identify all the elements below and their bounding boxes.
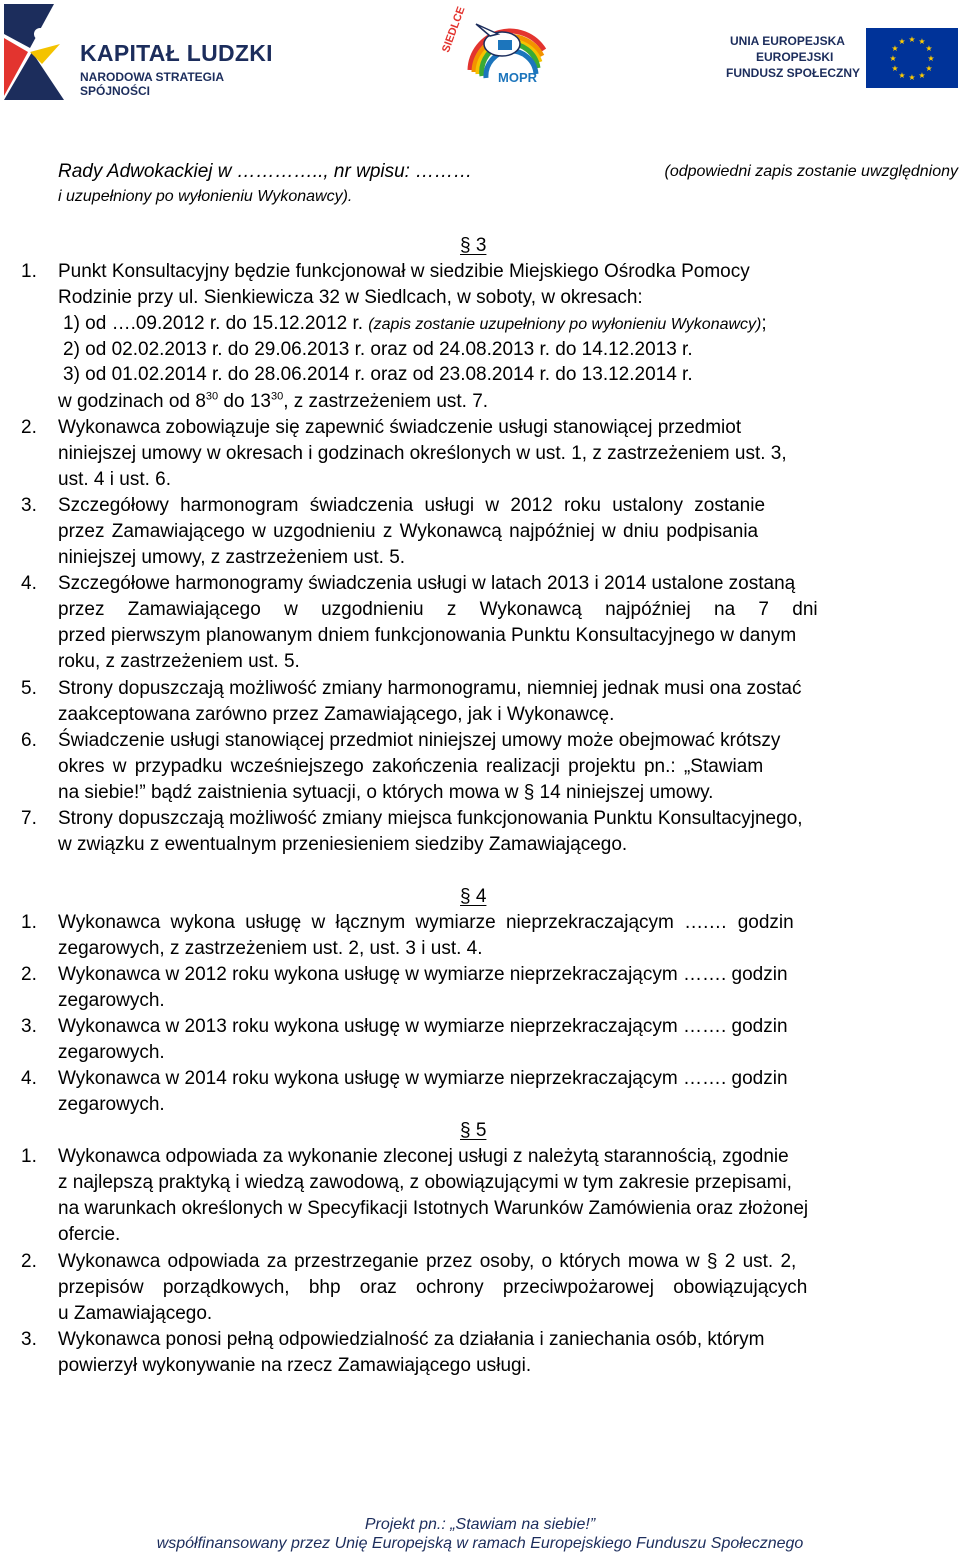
sec4-p1-number: 1. [21,912,37,933]
sec5-p3-line1: Wykonawca ponosi pełną odpowiedzialność za działania i zaniechania osób, którym [58,1329,765,1350]
svg-text:★: ★ [889,54,897,63]
sec3-p7-number: 7. [21,808,37,829]
svg-text:★: ★ [898,71,906,80]
sec4-p4-line2: zegarowych. [58,1094,165,1115]
sec5-p1-line4: ofercie. [58,1224,121,1245]
sec3-p1-hours: w godzinach od $8^{30}$ do $13^{30}$, z zastrzeżeniem ust. 7. [58,390,489,412]
svg-text:★: ★ [925,44,933,53]
sec3-p6-line3: na siebie!” bądź zaistnienia sytuacji, o których mowa w § 14 niniejszej umowy. [58,782,714,803]
intro-line-1 [58,161,958,183]
sec5-p1-line2: z najlepszą praktyką i wiedzą zawodową, z obowiązującymi w tym zakresie przepisami, [58,1172,792,1193]
section-5-title: § 5 [460,1120,487,1141]
sec3-p3-line3: niniejszej umowy, z zastrzeżeniem ust. 5. [58,547,406,568]
sec5-p1-line1: Wykonawca odpowiada za wykonanie zleconej usługi z należytą starannością, zgodnie [58,1146,789,1167]
sec4-p4-line1: Wykonawca w 2014 roku wykona usługę w wymiarze nieprzekraczającym ……. godzin [58,1068,788,1089]
svg-text:★: ★ [891,44,899,53]
sec5-p2-line1: Wykonawca odpowiada za przestrzeganie przez osoby, o których mowa w § 2 ust. 2, [58,1251,797,1272]
sec4-p2-line2: zegarowych. [58,990,165,1011]
sec3-p6-number: 6. [21,730,37,751]
intro-note: (odpowiedni zapis zostanie uwzględniony [664,163,958,180]
sec4-p1-line1: Wykonawca wykona usługę w łącznym wymiarze nieprzekraczającym ….… godzin [58,912,794,933]
sec3-p1-period1: 1) od ….09.2012 r. do 15.12.2012 r. (zapis zostanie uzupełniony po wyłonieniu Wykonawcy); [63,313,767,334]
sec3-p1-number: 1. [21,261,37,282]
sec3-p4-line2: przez Zamawiającego w uzgodnieniu z Wykonawcą najpóźniej na 7 dni [58,599,818,620]
sec3-p3-line1: Szczegółowy harmonogram świadczenia usługi w 2012 roku ustalony zostanie [58,495,766,516]
section-4-title: § 4 [460,886,487,907]
eu-line3: FUNDUSZ SPOŁECZNY [726,66,861,80]
sec3-p7-line2: w związku z ewentualnym przeniesieniem siedziby Zamawiającego. [58,834,628,855]
sec3-p1-period3: 3) od 01.02.2014 r. do 28.06.2014 r. oraz od 23.08.2014 r. do 13.12.2014 r. [63,364,693,385]
svg-text:★: ★ [908,35,916,44]
mopr-siedlce-logo [440,5,550,92]
intro-text: Rady Adwokackiej w ………….., nr wpisu: ……… [58,161,473,182]
sec3-p4-number: 4. [21,573,37,594]
sec3-p2-line3: ust. 4 i ust. 6. [58,469,171,490]
sec5-p2-line2: przepisów porządkowych, bhp oraz ochrony przeciwpożarowej obowiązujących [58,1277,808,1298]
eu-social-fund-logo [718,28,958,88]
sec3-p1-period2: 2) od 02.02.2013 r. do 29.06.2013 r. oraz od 24.08.2013 r. do 14.12.2013 r. [63,339,693,360]
sec4-p1-line2: zegarowych, z zastrzeżeniem ust. 2, ust. 3 i ust. 4. [58,938,483,959]
sec3-p1-line2: Rodzinie przy ul. Sienkiewicza 32 w Siedlcach, w soboty, w okresach: [58,287,643,308]
sec5-p3-line2: powierzył wykonywanie na rzecz Zamawiającego usługi. [58,1355,532,1376]
kapital-ludzki-emblem-icon [2,4,72,100]
sec4-p2-line1: Wykonawca w 2012 roku wykona usługę w wymiarze nieprzekraczającym ……. godzin [58,964,788,985]
sec5-p3-number: 3. [21,1329,37,1350]
page-header [0,0,960,110]
sec3-p6-line1: Świadczenie usługi stanowiącej przedmiot niniejszej umowy może obejmować krótszy [58,730,781,751]
mopr-city-label: SIEDLCE [440,5,468,55]
svg-text:★: ★ [908,73,916,82]
sec4-p3-line1: Wykonawca w 2013 roku wykona usługę w wymiarze nieprzekraczającym ……. godzin [58,1016,788,1037]
sec5-p2-number: 2. [21,1251,37,1272]
svg-text:★: ★ [918,71,926,80]
sec3-p7-line1: Strony dopuszczają możliwość zmiany miejsca funkcjonowania Punktu Konsultacyjnego, [58,808,803,829]
sec3-p5-line2: zaakceptowana zarówno przez Zamawiającego, jak i Wykonawcę. [58,704,615,725]
footer-cofinancing: współfinansowany przez Unię Europejską w ramach Europejskiego Funduszu Społecznego [156,1535,804,1552]
sec3-p3-number: 3. [21,495,37,516]
sec4-p2-number: 2. [21,964,37,985]
sec5-p1-line3: na warunkach określonych w Specyfikacji Istotnych Warunków Zamówienia oraz złożonej [58,1198,809,1219]
sec3-p4-line3: przed pierwszym planowanym dniem funkcjonowania Punktu Konsultacyjnego w danym [58,625,797,646]
sec3-p2-line1: Wykonawca zobowiązuje się zapewnić świadczenie usługi stanowiącej przedmiot [58,417,742,438]
eu-line2: EUROPEJSKI [756,50,834,64]
sec4-p3-number: 3. [21,1016,37,1037]
eu-flag-icon [866,28,958,88]
svg-text:★: ★ [898,37,906,46]
sec3-p2-line2: niniejszej umowy w okresach i godzinach określonych w ust. 1, z zastrzeżeniem ust. 3, [58,443,787,464]
sec4-p4-number: 4. [21,1068,37,1089]
intro-line-2: i uzupełniony po wyłonieniu Wykonawcy). [58,188,353,205]
sec3-p6-line2: okres w przypadku wcześniejszego zakończenia realizacji projektu pn.: „Stawiam [58,756,764,777]
sec3-p3-line2: przez Zamawiającego w uzgodnieniu z Wykonawcą najpóźniej w dniu podpisania [58,521,759,542]
sec3-p4-line4: roku, z zastrzeżeniem ust. 5. [58,651,300,672]
sec4-p3-line2: zegarowych. [58,1042,165,1063]
sec3-p1-line1: Punkt Konsultacyjny będzie funkcjonował w siedzibie Miejskiego Ośrodka Pomocy [58,261,750,282]
sec3-p2-number: 2. [21,417,37,438]
sec3-p5-line1: Strony dopuszczają możliwość zmiany harmonogramu, niemniej jednak musi ona zostać [58,678,802,699]
sec5-p2-line3: u Zamawiającego. [58,1303,213,1324]
eu-line1: UNIA EUROPEJSKA [730,34,845,48]
kapital-ludzki-logo [2,4,292,100]
mopr-label: MOPR [498,70,537,85]
kapital-ludzki-title: KAPITAŁ LUDZKI [80,40,273,66]
sec3-p5-number: 5. [21,678,37,699]
sec5-p1-number: 1. [21,1146,37,1167]
svg-text:★: ★ [925,64,933,73]
svg-text:★: ★ [918,37,926,46]
kapital-ludzki-subtitle: NARODOWA STRATEGIA SPÓJNOŚCI [80,70,224,98]
section-3-title: § 3 [460,235,487,256]
svg-text:★: ★ [891,64,899,73]
sec3-p4-line1: Szczegółowe harmonogramy świadczenia usługi w latach 2013 i 2014 ustalone zostaną [58,573,796,594]
svg-text:★: ★ [927,54,935,63]
footer-project-name: Projekt pn.: „Stawiam na siebie!” [364,1516,596,1533]
